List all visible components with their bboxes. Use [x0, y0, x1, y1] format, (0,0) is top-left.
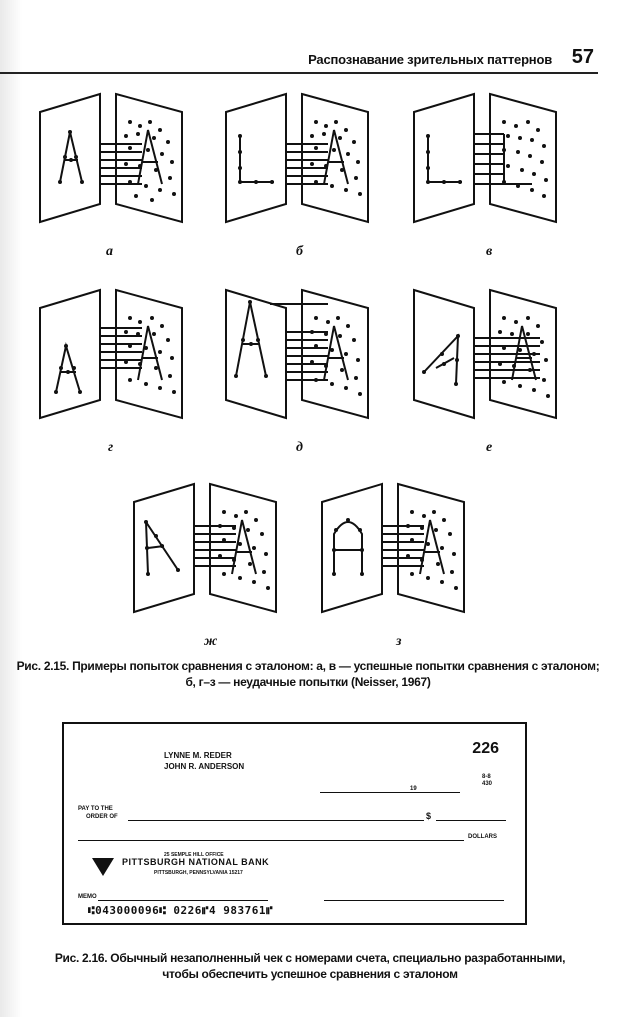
bank-name: PITTSBURGH NATIONAL BANK — [122, 857, 270, 867]
panel-label-d: д — [296, 440, 303, 455]
micr-line: ⑆043000096⑆ 0226⑈4 983761⑈ — [88, 904, 274, 917]
figure-2-16-caption-text-1: Обычный незаполненный чек с номерами счета, специально разработанными, — [110, 951, 566, 965]
routing-fraction-bottom: 430 — [482, 781, 493, 787]
panel-label-g: г — [108, 440, 114, 455]
figure-panel-e — [404, 288, 564, 463]
check-owner-line-1: LYNNE M. REDER — [164, 751, 232, 760]
memo-label: MEMO — [78, 894, 97, 900]
date-prefix: 19 — [410, 786, 417, 792]
check-owner — [164, 750, 244, 772]
check-owner-line-2: JOHN R. ANDERSON — [164, 762, 245, 771]
bank-logo-icon — [92, 858, 114, 876]
date-line — [320, 792, 460, 793]
panel-z-illustration — [312, 482, 472, 632]
scan-edge-shadow — [0, 0, 22, 1017]
bank-office: 25 SEMPLE HILL OFFICE — [164, 852, 224, 858]
panel-label-a: а — [106, 244, 113, 259]
dollars-label: DOLLARS — [468, 834, 497, 840]
panel-label-b: б — [296, 244, 303, 259]
figure-2-16-caption — [30, 950, 590, 982]
panel-label-z: з — [396, 634, 402, 649]
panel-label-v: в — [486, 244, 493, 259]
payee-line — [128, 820, 424, 821]
bank-city: PITTSBURGH, PENNSYLVANIA 15217 — [154, 870, 243, 876]
pay-to-label-1: PAY TO THE — [78, 806, 113, 812]
panel-a-illustration — [30, 92, 190, 242]
figure-2-15-caption-text-1: Примеры попыток сравнения с эталоном: а, в — успешные попытки сравнения с эталоном; — [72, 659, 600, 673]
routing-fraction-top: 8-8 — [482, 774, 491, 780]
header-rule — [0, 72, 598, 74]
running-title: Распознавание зрительных паттернов — [308, 52, 552, 67]
figure-2-15-caption-line-1 — [6, 658, 610, 674]
panel-b-illustration — [216, 92, 376, 242]
figure-2-15-caption — [6, 658, 610, 690]
blank-check — [62, 722, 527, 925]
figure-panel-z — [312, 482, 472, 657]
written-amount-line — [78, 840, 464, 841]
running-header — [0, 44, 620, 74]
figure-panel-d — [216, 288, 376, 463]
panel-e-illustration — [404, 288, 564, 438]
amount-box-line — [436, 820, 506, 821]
signature-line — [324, 900, 504, 901]
figure-2-15-caption-lead: Рис. 2.15. — [16, 659, 70, 673]
panel-v-illustration — [404, 92, 564, 242]
panel-d-illustration — [216, 288, 376, 438]
panel-label-e: е — [486, 440, 493, 455]
figure-2-16-caption-line-1 — [30, 950, 590, 966]
page-number: 57 — [571, 46, 594, 68]
check-number: 226 — [472, 740, 499, 757]
memo-line — [98, 900, 268, 901]
figure-panel-zh — [124, 482, 284, 657]
figure-panel-v — [404, 92, 564, 267]
dollar-sign: $ — [426, 811, 432, 821]
figure-2-16-caption-lead: Рис. 2.16. — [54, 951, 108, 965]
figure-panel-b — [216, 92, 376, 267]
panel-g-illustration — [30, 288, 190, 438]
figure-panel-a — [30, 92, 190, 267]
figure-2-15-caption-line-2: б, г–з — неудачные попытки (Neisser, 1967) — [185, 675, 431, 689]
panel-label-zh: ж — [204, 634, 218, 649]
figure-2-16-caption-line-2: чтобы обеспечить успешное сравнения с эталоном — [162, 967, 458, 981]
panel-zh-illustration — [124, 482, 284, 632]
pay-to-label-2: ORDER OF — [86, 814, 118, 820]
figure-panel-g — [30, 288, 190, 463]
